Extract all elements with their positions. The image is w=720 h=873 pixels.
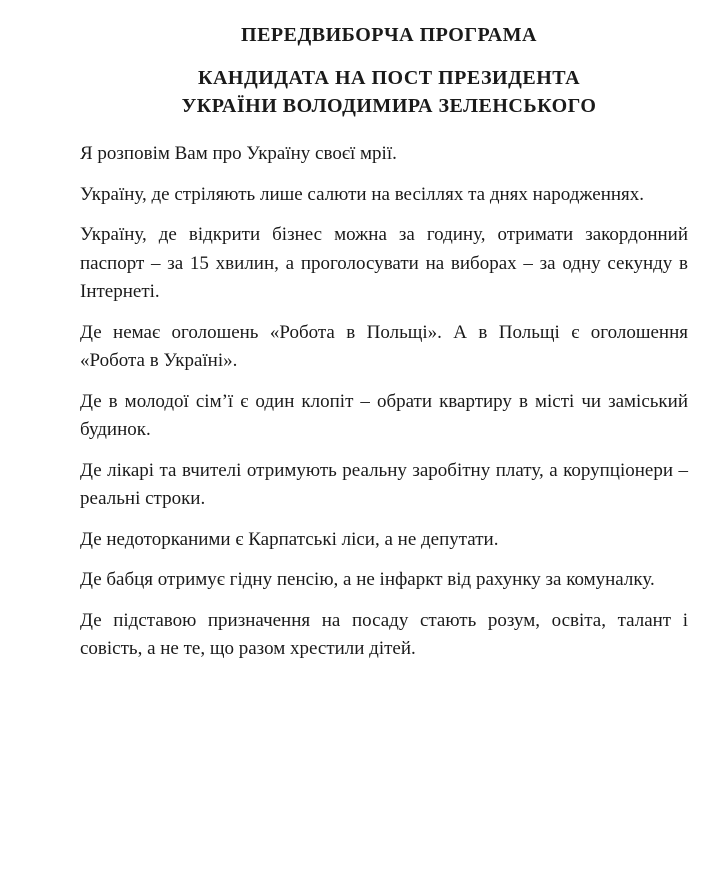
document-title: ПЕРЕДВИБОРЧА ПРОГРАМА [241, 24, 537, 46]
subtitle-line-2: УКРАЇНИ ВОЛОДИМИРА ЗЕЛЕНСЬКОГО [181, 95, 597, 117]
paragraph-intro: Я розповім Вам про Україну своєї мрії. [80, 143, 397, 164]
paragraph-doctors: Де лікарі та вчителі отримують реальну заробітну плату, а корупціонери – реальні строки. [80, 459, 688, 509]
paragraph-appointment: Де підставою призначення на посаду стають розум, освіта, талант і совість, а не те, що разом хрестили дітей. [80, 609, 688, 659]
paragraph-forests: Де недоторканими є Карпатські ліси, а не депутати. [80, 528, 499, 550]
paragraph-pension: Де бабця отримує гідну пенсію, а не інфаркт від рахунку за комуналку. [80, 569, 655, 590]
document-subtitle [80, 64, 688, 120]
paragraph-salutes: Україну, де стріляють лише салюти на весіллях та днях народженнях. [80, 183, 645, 205]
paragraph-business: Україну, де відкрити бізнес можна за годину, отримати закордонний паспорт – за 15 хвилин, а проголосувати на виборах – за одну секунду в Інтернеті. [80, 224, 688, 302]
paragraph-family: Де в молодої сім’ї є один клопіт – обрати квартиру в місті чи заміський будинок. [80, 390, 688, 440]
paragraph-poland: Де немає оголошень «Робота в Польщі». А в Польщі є оголошення «Робота в Україні». [80, 321, 688, 371]
subtitle-line-1: КАНДИДАТА НА ПОСТ ПРЕЗИДЕНТА [197, 67, 581, 89]
